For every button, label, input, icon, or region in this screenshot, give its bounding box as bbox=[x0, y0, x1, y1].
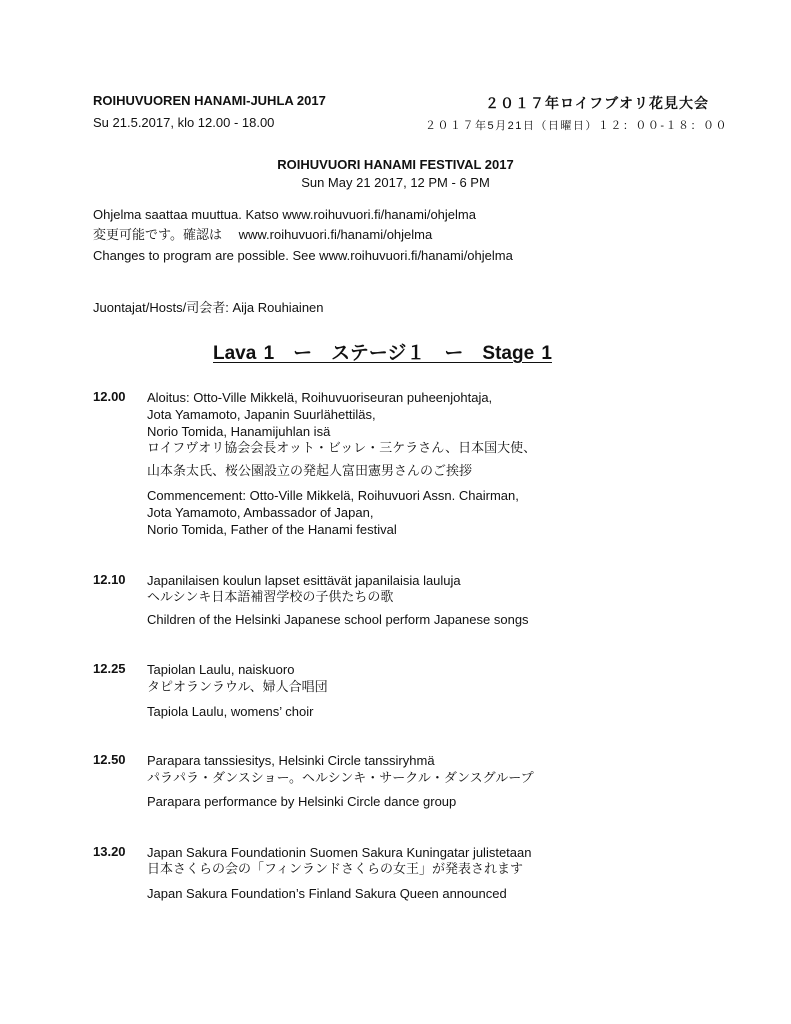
header-fi-title: ROIHUVUOREN HANAMI-JUHLA 2017 bbox=[93, 93, 326, 108]
program-fi-line: Aloitus: Otto-Ville Mikkelä, Roihuvuoriseuran puheenjohtaja, bbox=[147, 390, 493, 405]
festival-date: Sun May 21 2017, 12 PM - 6 PM bbox=[301, 175, 490, 190]
program-jp-line: 山本条太氏、桜公園設立の発起人富田憲男さんのご挨拶 bbox=[147, 463, 473, 478]
program-en-line: Tapiola Laulu, womens’ choir bbox=[147, 704, 314, 719]
hosts-line: Juontajat/Hosts/司会者: Aija Rouhiainen bbox=[93, 300, 324, 315]
program-jp-line: ヘルシンキ日本語補習学校の子供たちの歌 bbox=[147, 589, 394, 604]
program-en-line: Children of the Helsinki Japanese school perform Japanese songs bbox=[147, 612, 529, 627]
festival-title: ROIHUVUORI HANAMI FESTIVAL 2017 bbox=[277, 157, 514, 172]
program-fi-line: Jota Yamamoto, Japanin Suurlähettiläs, bbox=[147, 407, 376, 422]
program-time: 12.25 bbox=[93, 661, 126, 676]
program-time: 13.20 bbox=[93, 844, 126, 859]
header-jp-date: ２０１７年5月21日（日曜日）１２：００-１８：００ bbox=[425, 120, 729, 132]
header-jp-title: ２０１７年ロイフブオリ花見大会 bbox=[485, 95, 710, 111]
program-time: 12.00 bbox=[93, 389, 126, 404]
program-fi-line: Parapara tanssiesitys, Helsinki Circle tanssiryhmä bbox=[147, 753, 435, 768]
program-jp-line: 日本さくらの会の「フィンランドさくらの女王」が発表されます bbox=[147, 861, 523, 876]
program-jp-line: パラパラ・ダンスショー。ヘルシンキ・サークル・ダンスグループ bbox=[147, 770, 534, 785]
stage-title: Lava 1 ー ステージ１ ー Stage 1 bbox=[213, 343, 552, 364]
program-fi-line: Japan Sakura Foundationin Suomen Sakura Kuningatar julistetaan bbox=[147, 845, 532, 860]
program-en-line: Norio Tomida, Father of the Hanami festival bbox=[147, 522, 397, 537]
notice-jp: 変更可能です。確認は www.roihuvuori.fi/hanami/ohjelma bbox=[93, 227, 433, 242]
program-en-line: Commencement: Otto-Ville Mikkelä, Roihuvuori Assn. Chairman, bbox=[147, 488, 519, 503]
program-jp-line: ロイフヴオリ協会会長オット・ビッレ・三ケラさん、日本国大使、 bbox=[147, 440, 537, 455]
program-fi-line: Norio Tomida, Hanamijuhlan isä bbox=[147, 424, 331, 439]
program-time: 12.50 bbox=[93, 752, 126, 767]
program-en-line: Japan Sakura Foundation’s Finland Sakura Queen announced bbox=[147, 886, 507, 901]
program-fi-line: Japanilaisen koulun lapset esittävät japanilaisia lauluja bbox=[147, 573, 461, 588]
header-fi-date: Su 21.5.2017, klo 12.00 - 18.00 bbox=[93, 115, 275, 130]
program-time: 12.10 bbox=[93, 572, 126, 587]
notice-fi: Ohjelma saattaa muuttua. Katso www.roihuvuori.fi/hanami/ohjelma bbox=[93, 207, 476, 222]
program-en-line: Parapara performance by Helsinki Circle dance group bbox=[147, 794, 457, 809]
notice-en: Changes to program are possible. See www.roihuvuori.fi/hanami/ohjelma bbox=[93, 248, 513, 263]
program-jp-line: タピオランラウル、婦人合唱団 bbox=[147, 679, 328, 694]
program-fi-line: Tapiolan Laulu, naiskuoro bbox=[147, 662, 295, 677]
program-en-line: Jota Yamamoto, Ambassador of Japan, bbox=[147, 505, 374, 520]
